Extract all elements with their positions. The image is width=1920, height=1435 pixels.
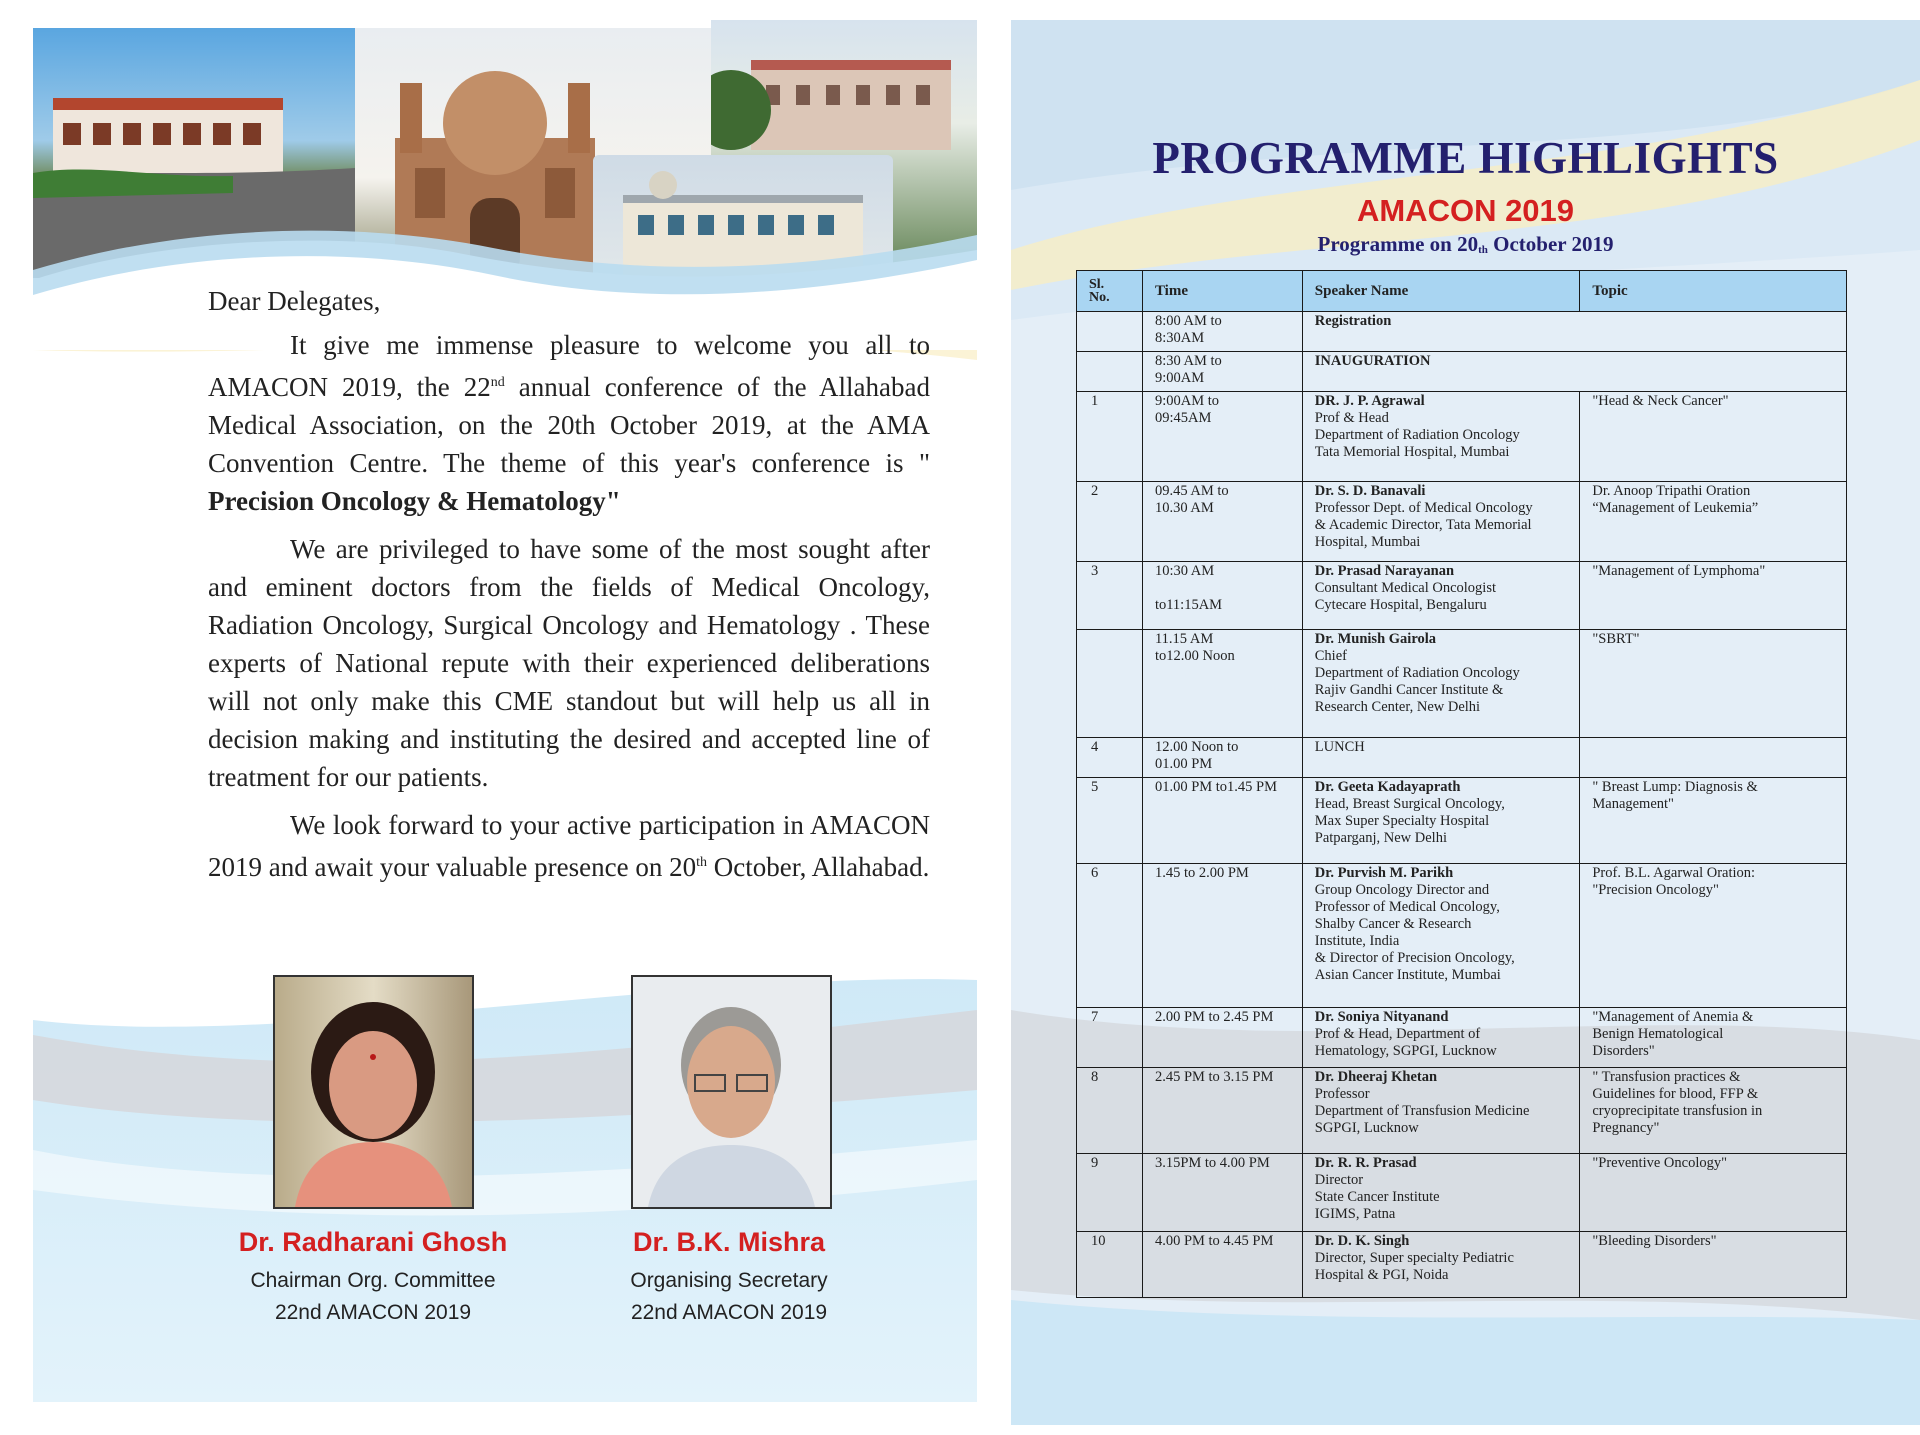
letter-greeting: Dear Delegates, bbox=[208, 286, 381, 316]
programme-date bbox=[1011, 232, 1920, 257]
speaker-cell bbox=[1302, 312, 1846, 352]
sl-cell: 9 bbox=[1077, 1154, 1143, 1232]
speaker-affiliation: Director, Super specialty Pediatric Hospital & PGI, Noida bbox=[1314, 1250, 1514, 1283]
topic-title: Dr. Anoop Tripathi Oration “Management of Leukemia” bbox=[1592, 483, 1759, 516]
table-row bbox=[1077, 778, 1847, 864]
programme-table-body bbox=[1077, 312, 1847, 1298]
speaker-name: Dr. R. R. Prasad bbox=[1314, 1155, 1417, 1171]
speaker-cell bbox=[1302, 482, 1580, 562]
speaker-cell bbox=[1302, 392, 1580, 482]
table-row bbox=[1077, 482, 1847, 562]
speaker-cell bbox=[1302, 1154, 1580, 1232]
topic-cell bbox=[1580, 1068, 1847, 1154]
table-row bbox=[1077, 1232, 1847, 1298]
programme-date-suffix: th bbox=[1478, 244, 1488, 256]
chairman-name: Dr. Radharani Ghosh bbox=[238, 1227, 508, 1257]
time-cell: 3.15PM to 4.00 PM bbox=[1142, 1154, 1302, 1232]
letter-paragraph-3 bbox=[208, 806, 930, 886]
sl-cell: 2 bbox=[1077, 482, 1143, 562]
speaker-name: Dr. Purvish M. Parikh bbox=[1314, 865, 1454, 881]
topic-title: "Management of Lymphoma" bbox=[1592, 563, 1766, 579]
topic-cell bbox=[1580, 630, 1847, 738]
speaker-affiliation: Prof & Head, Department of Hematology, SGPGI, Lucknow bbox=[1314, 1026, 1497, 1059]
letter-paragraph-2: We are privileged to have some of the most sought after and eminent doctors from the fields of Medical Oncology, Radiation Oncology, Surgical Oncology and Hematology . These experts of National repute with their experienced deliberations will not only make this CME standout but will help us all in decision making and instituting the desired and accepted line of treatment for our patients. bbox=[208, 534, 930, 792]
speaker-name: Dr. Soniya Nityanand bbox=[1314, 1009, 1449, 1025]
topic-title: "Bleeding Disorders" bbox=[1592, 1233, 1717, 1249]
speaker-name: Dr. Geeta Kadayaprath bbox=[1314, 779, 1461, 795]
sl-cell: 7 bbox=[1077, 1008, 1143, 1068]
topic-cell bbox=[1580, 778, 1847, 864]
topic-title: " Transfusion practices & Guidelines for blood, FFP & cryoprecipitate transfusion in Pregnancy" bbox=[1592, 1069, 1763, 1136]
letter-p1-text: It give me immense pleasure to welcome you all to AMACON 2019, the 22 bbox=[208, 330, 930, 402]
topic-title: "Management of Anemia & Benign Hematological Disorders" bbox=[1592, 1009, 1754, 1059]
sl-cell: 5 bbox=[1077, 778, 1143, 864]
table-row bbox=[1077, 864, 1847, 1008]
sl-cell bbox=[1077, 630, 1143, 738]
speaker-cell bbox=[1302, 1068, 1580, 1154]
header-sl-no: Sl. No. bbox=[1077, 271, 1143, 312]
letter-paragraph-1 bbox=[208, 326, 930, 520]
secretary-event: 22nd AMACON 2019 bbox=[630, 1301, 828, 1324]
header-speaker: Speaker Name bbox=[1302, 271, 1580, 312]
programme-title: PROGRAMME HIGHLIGHTS bbox=[1152, 133, 1779, 183]
letter-p1-sup: nd bbox=[490, 375, 505, 390]
table-row bbox=[1077, 352, 1847, 392]
sl-cell: 3 bbox=[1077, 562, 1143, 630]
letter-p1-text-cont: annual conference of the Allahabad Medical Association, on the 20th October 2019, at the AMA Convention Centre. The theme of this year's conference is " bbox=[208, 372, 931, 478]
sl-cell: 1 bbox=[1077, 392, 1143, 482]
speaker-affiliation: Consultant Medical Oncologist Cytecare Hospital, Bengaluru bbox=[1314, 580, 1496, 613]
time-cell: 1.45 to 2.00 PM bbox=[1142, 864, 1302, 1008]
programme-date-prefix: Programme on 20 bbox=[1317, 232, 1479, 256]
speaker-affiliation: Chief Department of Radiation Oncology Rajiv Gandhi Cancer Institute & Research Center, New Delhi bbox=[1314, 648, 1520, 715]
speaker-name: Dr. Prasad Narayanan bbox=[1314, 563, 1455, 579]
topic-title: " Breast Lump: Diagnosis & Management" bbox=[1592, 779, 1758, 812]
topic-cell bbox=[1580, 482, 1847, 562]
time-cell: 11.15 AM to12.00 Noon bbox=[1142, 630, 1302, 738]
table-row bbox=[1077, 1008, 1847, 1068]
speaker-affiliation: Professor Department of Transfusion Medicine SGPGI, Lucknow bbox=[1314, 1086, 1530, 1136]
speaker-cell bbox=[1302, 352, 1846, 392]
speaker-name: Dr. Dheeraj Khetan bbox=[1314, 1069, 1438, 1085]
topic-cell bbox=[1580, 1008, 1847, 1068]
programme-panel bbox=[1011, 20, 1920, 1425]
table-row bbox=[1077, 392, 1847, 482]
sl-cell: 10 bbox=[1077, 1232, 1143, 1298]
welcome-letter-panel bbox=[33, 20, 977, 1402]
programme-date-rest: October 2019 bbox=[1487, 232, 1614, 256]
speaker-affiliation: Director State Cancer Institute IGIMS, Patna bbox=[1314, 1172, 1440, 1222]
time-cell: 2.00 PM to 2.45 PM bbox=[1142, 1008, 1302, 1068]
time-cell: 12.00 Noon to 01.00 PM bbox=[1142, 738, 1302, 778]
speaker-cell bbox=[1302, 778, 1580, 864]
chairman-event: 22nd AMACON 2019 bbox=[274, 1301, 472, 1324]
topic-cell bbox=[1580, 738, 1847, 778]
speaker-cell bbox=[1302, 1008, 1580, 1068]
speaker-name: Dr. S. D. Banavali bbox=[1314, 483, 1426, 499]
letter-p3-text-cont: October, Allahabad. bbox=[706, 852, 930, 882]
topic-cell bbox=[1580, 864, 1847, 1008]
sl-cell bbox=[1077, 312, 1143, 352]
table-row bbox=[1077, 562, 1847, 630]
table-row bbox=[1077, 738, 1847, 778]
time-cell: 2.45 PM to 3.15 PM bbox=[1142, 1068, 1302, 1154]
chairman-portrait bbox=[273, 975, 474, 1209]
speaker-affiliation: Head, Breast Surgical Oncology, Max Super Specialty Hospital Patparganj, New Delhi bbox=[1314, 796, 1505, 846]
speaker-affiliation: Prof & Head Department of Radiation Oncology Tata Memorial Hospital, Mumbai bbox=[1314, 410, 1520, 460]
topic-cell bbox=[1580, 562, 1847, 630]
header-time: Time bbox=[1142, 271, 1302, 312]
speaker-name: Dr. Munish Gairola bbox=[1314, 631, 1437, 647]
speaker-affiliation: LUNCH bbox=[1314, 739, 1365, 755]
sl-cell: 6 bbox=[1077, 864, 1143, 1008]
chairman-role: Chairman Org. Committee bbox=[250, 1269, 496, 1292]
table-row bbox=[1077, 1154, 1847, 1232]
topic-title: Prof. B.L. Agarwal Oration: "Precision Oncology" bbox=[1592, 865, 1756, 898]
topic-title: "Head & Neck Cancer" bbox=[1592, 393, 1729, 409]
sl-cell bbox=[1077, 352, 1143, 392]
table-row bbox=[1077, 1068, 1847, 1154]
speaker-name: Registration bbox=[1314, 313, 1392, 329]
speaker-name: DR. J. P. Agrawal bbox=[1314, 393, 1425, 409]
time-cell: 09.45 AM to 10.30 AM bbox=[1142, 482, 1302, 562]
speaker-affiliation: Group Oncology Director and Professor of Medical Oncology, Shalby Cancer & Research Institute, India & Director of Precision Oncology, Asian Cancer Institute, Mumbai bbox=[1314, 882, 1515, 983]
header-topic: Topic bbox=[1580, 271, 1847, 312]
secretary-role: Organising Secretary bbox=[630, 1269, 828, 1292]
speaker-cell bbox=[1302, 738, 1580, 778]
welcome-letter-body bbox=[208, 282, 930, 896]
secretary-portrait bbox=[631, 975, 832, 1209]
speaker-affiliation: Professor Dept. of Medical Oncology & Academic Director, Tata Memorial Hospital, Mumbai bbox=[1314, 500, 1533, 550]
topic-cell bbox=[1580, 1154, 1847, 1232]
time-cell: 10:30 AM to11:15AM bbox=[1142, 562, 1302, 630]
time-cell: 8:30 AM to 9:00AM bbox=[1142, 352, 1302, 392]
secretary-name: Dr. B.K. Mishra bbox=[632, 1227, 826, 1257]
event-name: AMACON 2019 bbox=[1356, 193, 1575, 228]
speaker-cell bbox=[1302, 562, 1580, 630]
topic-title: "SBRT" bbox=[1592, 631, 1640, 647]
speaker-cell bbox=[1302, 1232, 1580, 1298]
time-cell: 9:00AM to 09:45AM bbox=[1142, 392, 1302, 482]
time-cell: 01.00 PM to1.45 PM bbox=[1142, 778, 1302, 864]
letter-p3-text: We look forward to your active participation in AMACON 2019 and await your valuable presence on 20 bbox=[208, 810, 930, 882]
programme-table bbox=[1076, 270, 1847, 1298]
speaker-cell bbox=[1302, 630, 1580, 738]
time-cell: 4.00 PM to 4.45 PM bbox=[1142, 1232, 1302, 1298]
table-row bbox=[1077, 312, 1847, 352]
letter-p3-sup: th bbox=[696, 855, 707, 870]
sl-cell: 4 bbox=[1077, 738, 1143, 778]
table-row bbox=[1077, 630, 1847, 738]
topic-cell bbox=[1580, 392, 1847, 482]
speaker-cell bbox=[1302, 864, 1580, 1008]
conference-theme: Precision Oncology & Hematology" bbox=[208, 486, 621, 516]
topic-cell bbox=[1580, 1232, 1847, 1298]
sl-cell: 8 bbox=[1077, 1068, 1143, 1154]
time-cell: 8:00 AM to 8:30AM bbox=[1142, 312, 1302, 352]
speaker-name: INAUGURATION bbox=[1314, 353, 1431, 369]
speaker-name: Dr. D. K. Singh bbox=[1314, 1233, 1410, 1249]
topic-title: "Preventive Oncology" bbox=[1592, 1155, 1728, 1171]
table-header-row bbox=[1077, 271, 1847, 312]
